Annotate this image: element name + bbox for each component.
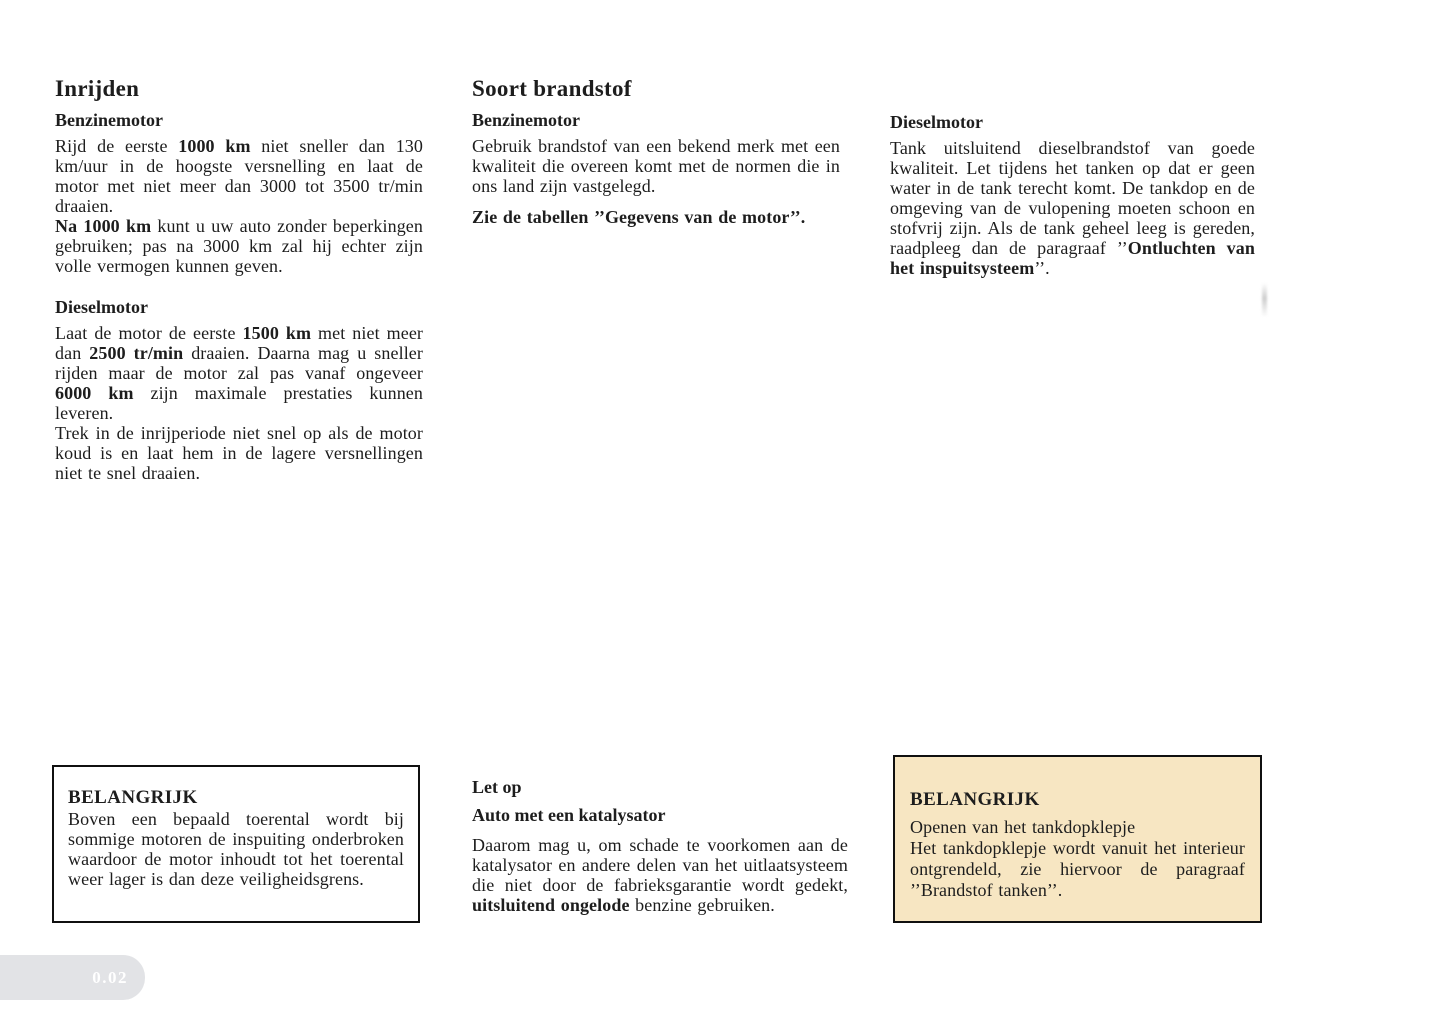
note-heading-let-op: Let op xyxy=(472,777,522,797)
paragraph-benzine-2: Na 1000 km kunt u uw auto zonder beperkingen gebruiken; pas na 3000 km zal hij echter zijn volle vermogen kunnen geven. xyxy=(55,216,423,276)
note-catalysator xyxy=(472,777,848,915)
important-box-title: BELANGRIJK xyxy=(68,787,198,808)
cross-reference-note: Zie de tabellen ’’Gegevens van de motor’’. xyxy=(472,207,806,227)
section-title-soort-brandstof: Soort brandstof xyxy=(472,76,632,101)
important-box-title: BELANGRIJK xyxy=(910,789,1040,810)
paragraph-fuel-benzine: Gebruik brandstof van een bekend merk met een kwaliteit die overeen komt met de normen die in ons land zijn vastgelegd. xyxy=(472,136,840,196)
paragraph-fuel-diesel: Tank uitsluitend dieselbrandstof van goede kwaliteit. Let tijdens het tanken op dat er geen water in de tank terecht komt. De tankdop en de omgeving van de vulopening moeten schoon en stofvrij zijn. Als de tank geheel leeg is gereden, raadpleeg dan de paragraaf ’’Ontluchten van het inspuitsysteem’’. xyxy=(890,138,1255,278)
subheading-benzinemotor: Benzinemotor xyxy=(55,110,163,130)
subheading-dieselmotor-fuel: Dieselmotor xyxy=(890,112,983,132)
page-number: 0.02 xyxy=(92,967,128,987)
section-soort-brandstof xyxy=(472,76,840,227)
section-title-inrijden: Inrijden xyxy=(55,76,140,101)
paragraph-benzine-1: Rijd de eerste 1000 km niet sneller dan 130 km/uur in de hoogste versnelling en laat de motor met niet meer dan 3000 tot 3500 tr/min draaien. xyxy=(55,136,423,216)
important-box-text: Boven een bepaald toerental wordt bij sommige motoren de inspuiting onderbroken waardoor de motor inhoudt tot het toerental weer lager is dan deze veiligheidsgrens. xyxy=(68,809,404,889)
page-number-tab xyxy=(0,955,145,1000)
note-subheading-katalysator: Auto met een katalysator xyxy=(472,805,666,825)
paragraph-diesel-2: Trek in de inrijperiode niet snel op als de motor koud is en laat hem in de lagere versnellingen niet te snel draaien. xyxy=(55,423,423,483)
note-text: Daarom mag u, om schade te voorkomen aan de katalysator en andere delen van het uitlaatsysteem die niet door de fabrieksgarantie wordt gedekt, uitsluitend ongelode benzine gebruiken. xyxy=(472,835,848,915)
important-box-tankdopklepje xyxy=(893,755,1262,923)
subheading-dieselmotor: Dieselmotor xyxy=(55,297,148,317)
paragraph-diesel-1: Laat de motor de eerste 1500 km met niet meer dan 2500 tr/min draaien. Daarna mag u sneller rijden maar de motor zal pas vanaf ongeveer 6000 km zijn maximale prestaties kunnen leveren. xyxy=(55,323,423,423)
section-dieselmotor-fuel xyxy=(890,112,1255,278)
scan-artifact xyxy=(1262,283,1267,317)
important-box-subject-line: Openen van het tankdopklepje xyxy=(910,817,1136,837)
section-inrijden xyxy=(55,76,423,483)
important-box-rev-limit xyxy=(52,765,420,923)
subheading-benzinemotor-fuel: Benzinemotor xyxy=(472,110,580,130)
important-box-text: Het tankdopklepje wordt vanuit het interieur ontgrendeld, zie hiervoor de paragraaf ’’Brandstof tanken’’. xyxy=(910,838,1245,900)
